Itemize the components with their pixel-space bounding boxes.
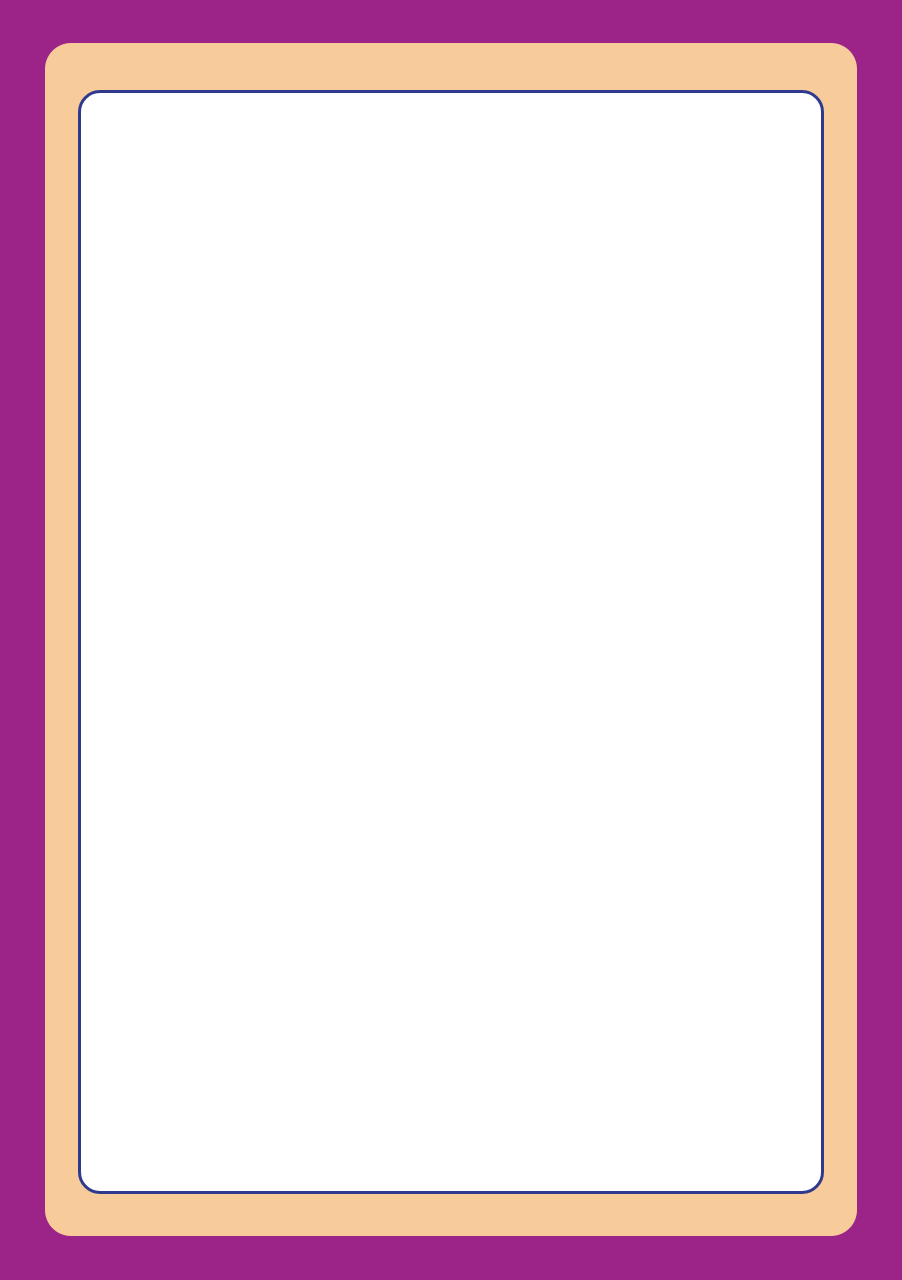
- schedule-table: [78, 90, 824, 1194]
- page-title: [0, 44, 902, 88]
- covid-guidelines: [0, 1236, 902, 1272]
- webcast-link: [0, 8, 902, 44]
